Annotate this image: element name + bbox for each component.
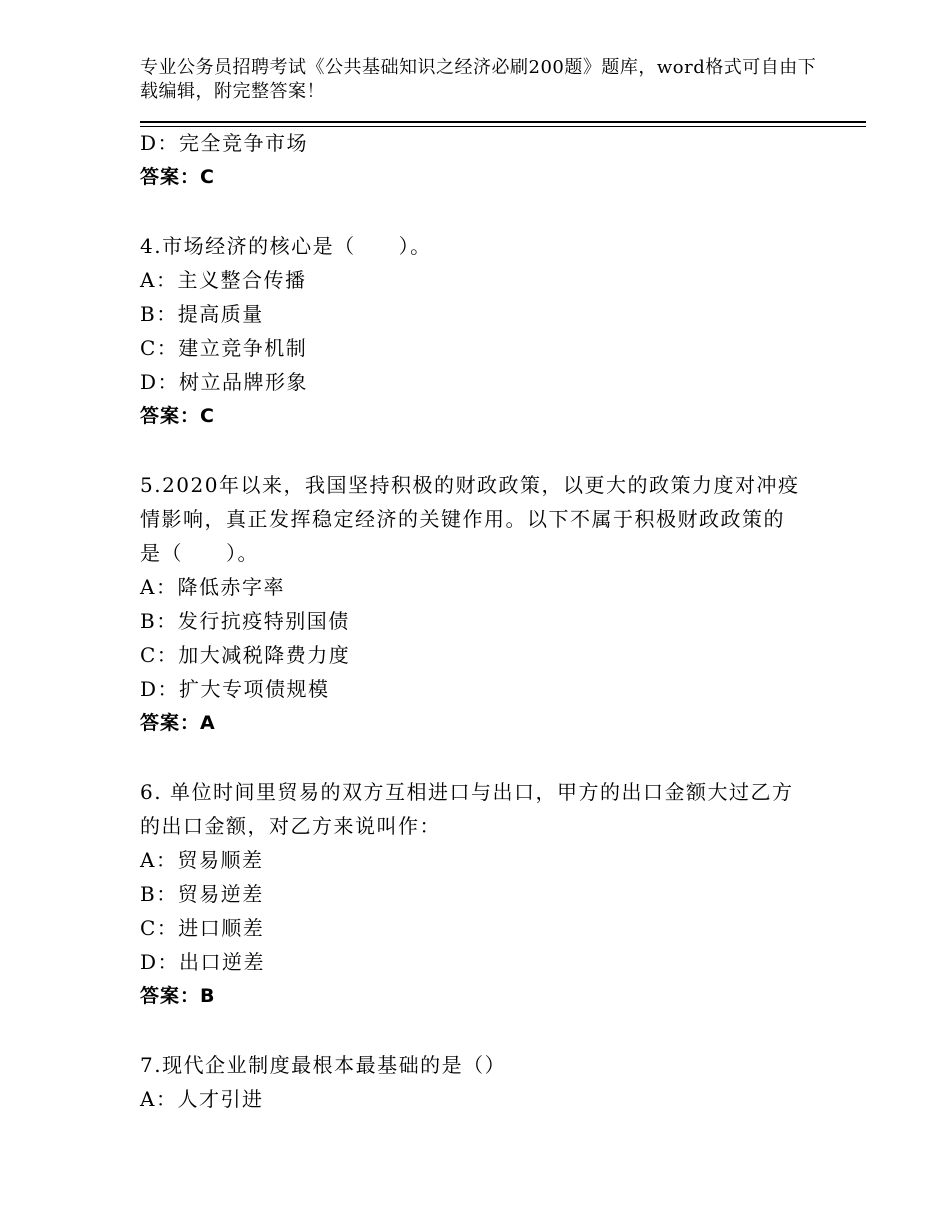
- question-4: [140, 229, 840, 433]
- option-d: D：树立品牌形象: [140, 370, 309, 394]
- answer-line: 答案：C: [140, 166, 215, 188]
- option-a: A：贸易顺差: [140, 848, 264, 872]
- option-b: B：提高质量: [140, 302, 264, 326]
- option-d: D：完全竞争市场: [140, 131, 309, 155]
- question-content: [140, 126, 840, 1116]
- answer-line: 答案：C: [140, 405, 215, 427]
- answer-line: 答案：A: [140, 712, 216, 734]
- spacer: [140, 433, 840, 468]
- option-d: D：扩大专项债规模: [140, 677, 330, 701]
- question-3-continuation: [140, 126, 840, 194]
- header-text: 专业公务员招聘考试《公共基础知识之经济必刷200题》题库，word格式可自由下载编辑，附完整答案！: [140, 57, 817, 102]
- question-7: [140, 1048, 840, 1116]
- spacer: [140, 194, 840, 229]
- question-text-line-1: 6. 单位时间里贸易的双方互相进口与出口，甲方的出口金额大过乙方: [140, 780, 794, 804]
- question-6: [140, 775, 840, 1013]
- question-text-line-2: 情影响，真正发挥稳定经济的关键作用。以下不属于积极财政政策的: [140, 507, 785, 531]
- question-text: 4.市场经济的核心是（ ）。: [140, 234, 432, 258]
- option-b: B：发行抗疫特别国债: [140, 609, 350, 633]
- answer-line: 答案：B: [140, 985, 216, 1007]
- option-b: B：贸易逆差: [140, 882, 264, 906]
- question-text-line-2: 的出口金额，对乙方来说叫作：: [140, 814, 441, 838]
- option-d: D：出口逆差: [140, 950, 266, 974]
- option-c: C：加大减税降费力度: [140, 643, 351, 667]
- document-header: [140, 56, 820, 104]
- question-text-line-1: 5.2020年以来，我国坚持积极的财政政策，以更大的政策力度对冲疫: [140, 473, 800, 497]
- option-a: A：降低赤字率: [140, 575, 285, 599]
- option-a: A：人才引进: [140, 1087, 264, 1111]
- question-text: 7.现代企业制度最根本最基础的是（）: [140, 1053, 507, 1077]
- spacer: [140, 1013, 840, 1048]
- spacer: [140, 740, 840, 775]
- option-c: C：建立竞争机制: [140, 336, 308, 360]
- question-5: [140, 468, 840, 740]
- option-a: A：主义整合传播: [140, 268, 307, 292]
- option-c: C：进口顺差: [140, 916, 265, 940]
- header-divider-thick: [140, 121, 866, 123]
- question-text-line-3: 是（ ）。: [140, 541, 259, 565]
